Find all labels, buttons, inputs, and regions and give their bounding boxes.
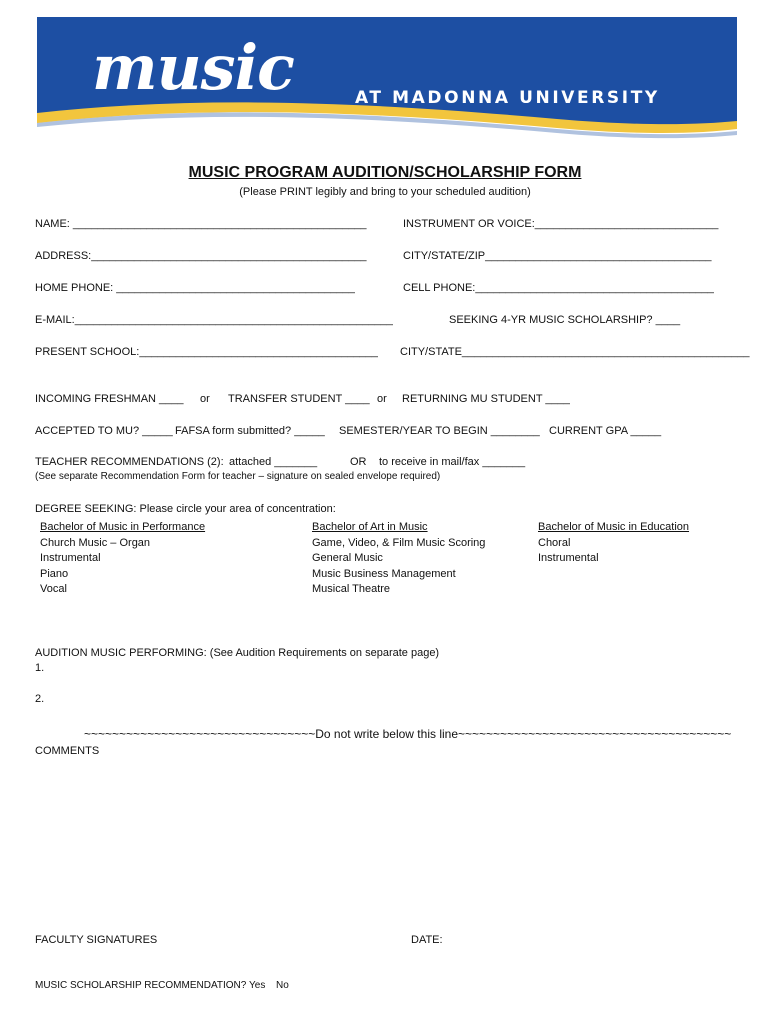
degree-option[interactable]: Music Business Management: [312, 568, 456, 580]
degree-option[interactable]: Church Music – Organ: [40, 537, 151, 549]
degree-performance-title[interactable]: Bachelor of Music in Performance: [40, 521, 206, 533]
degree-art-title[interactable]: Bachelor of Art in Music: [312, 521, 428, 533]
degree-option[interactable]: Piano: [40, 568, 69, 580]
teacher-recommendations-label: TEACHER RECOMMENDATIONS (2):: [35, 456, 224, 468]
office-use-divider: ~~~~~~~~~~~~~~~~~~~~~~~~~~~~~~~~~Do not write below this line~~~~~~~~~~~~~~~~~~~~~~~~~~~~~~~~~~~~~~~: [84, 727, 732, 741]
comments-label: COMMENTS: [35, 745, 100, 757]
seeking-scholarship-field[interactable]: SEEKING 4-YR MUSIC SCHOLARSHIP? ____: [449, 314, 681, 326]
cell-phone-field[interactable]: CELL PHONE:_______________________________________: [403, 282, 714, 294]
scholarship-recommendation-label: MUSIC SCHOLARSHIP RECOMMENDATION?: [35, 980, 247, 991]
form-title: MUSIC PROGRAM AUDITION/SCHOLARSHIP FORM: [188, 164, 582, 181]
mail-fax-field[interactable]: to receive in mail/fax _______: [379, 456, 526, 468]
email-field[interactable]: E-MAIL:____________________________________________________: [35, 314, 393, 326]
gpa-field[interactable]: CURRENT GPA _____: [549, 425, 662, 437]
logo-subtitle: AT MADONNA UNIVERSITY: [355, 88, 660, 108]
music-madonna-logo-banner: [37, 17, 737, 147]
degree-option[interactable]: Choral: [538, 537, 571, 549]
name-field[interactable]: NAME: ________________________________________________: [35, 218, 367, 230]
degree-option[interactable]: Game, Video, & Film Music Scoring: [312, 537, 486, 549]
address-field[interactable]: ADDRESS:_____________________________________________: [35, 250, 367, 262]
school-city-state-field[interactable]: CITY/STATE_______________________________________________: [400, 346, 750, 358]
audition-item-2[interactable]: 2.: [35, 693, 45, 705]
degree-heading: DEGREE SEEKING: Please circle your area of concentration:: [35, 503, 336, 515]
audition-heading: AUDITION MUSIC PERFORMING: (See Audition Requirements on separate page): [35, 647, 440, 659]
faculty-signatures-label: FACULTY SIGNATURES: [35, 934, 158, 946]
date-label: DATE:: [411, 934, 443, 946]
transfer-student-field[interactable]: TRANSFER STUDENT ____: [228, 393, 370, 405]
accepted-field[interactable]: ACCEPTED TO MU? _____: [35, 425, 173, 437]
semester-field[interactable]: SEMESTER/YEAR TO BEGIN ________: [339, 425, 540, 437]
audition-item-1[interactable]: 1.: [35, 662, 45, 674]
incoming-freshman-field[interactable]: INCOMING FRESHMAN ____: [35, 393, 184, 405]
degree-education-title[interactable]: Bachelor of Music in Education: [538, 521, 690, 533]
recommendation-yes[interactable]: Yes: [249, 980, 266, 991]
recommendation-no[interactable]: No: [276, 980, 289, 991]
attached-field[interactable]: attached _______: [229, 456, 318, 468]
degree-option[interactable]: Instrumental: [538, 552, 599, 564]
degree-option[interactable]: Vocal: [40, 583, 67, 595]
or-label: or: [200, 393, 210, 405]
degree-option[interactable]: General Music: [312, 552, 383, 564]
home-phone-field[interactable]: HOME PHONE: _______________________________________: [35, 282, 355, 294]
degree-option[interactable]: Musical Theatre: [312, 583, 391, 595]
or-label: OR: [350, 456, 367, 468]
degree-option[interactable]: Instrumental: [40, 552, 101, 564]
fafsa-field[interactable]: FAFSA form submitted? _____: [175, 425, 325, 437]
teacher-note: (See separate Recommendation Form for teacher – signature on sealed envelope required): [35, 471, 441, 482]
present-school-field[interactable]: PRESENT SCHOOL:_______________________________________: [35, 346, 378, 358]
city-state-zip-field[interactable]: CITY/STATE/ZIP_____________________________________: [403, 250, 712, 262]
instrument-field[interactable]: INSTRUMENT OR VOICE:______________________________: [403, 218, 719, 230]
logo-script-text: music: [92, 31, 294, 104]
returning-student-field[interactable]: RETURNING MU STUDENT ____: [402, 393, 570, 405]
or-label: or: [377, 393, 387, 405]
form-subtitle: (Please PRINT legibly and bring to your scheduled audition): [239, 186, 531, 198]
